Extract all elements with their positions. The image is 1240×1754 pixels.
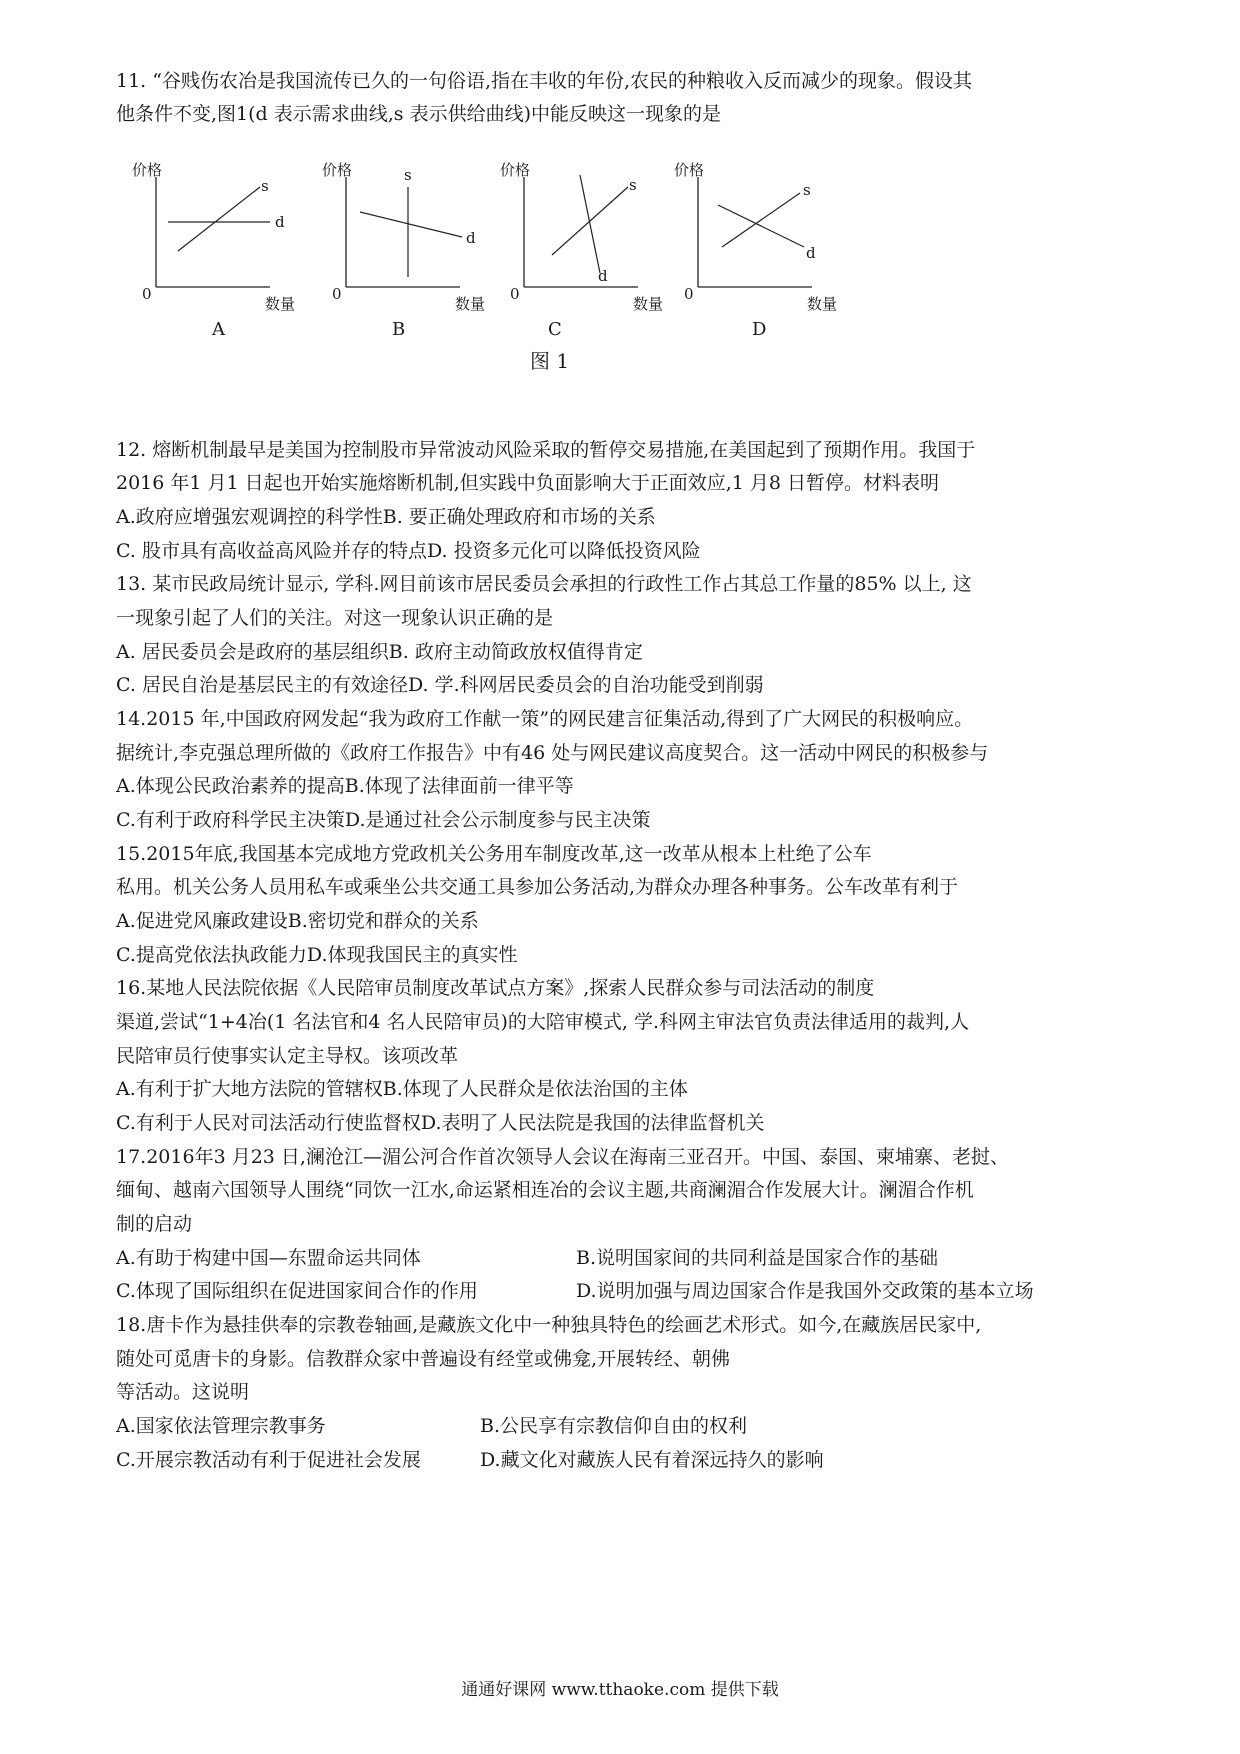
q18-stem-line1: 18.唐卡作为悬挂供奉的宗教卷轴画,是藏族文化中一种独具特色的绘画艺术形式。如今,在藏族居民家中, [116,1314,982,1336]
q17-option-b: B.说明国家间的共同利益是国家合作的基础 [576,1247,939,1269]
q17-options-cd [116,1278,1034,1304]
panel-b-label: B [392,319,406,340]
q16-stem-line1: 16.某地人民法院依据《人民陪审员制度改革试点方案》,探索人民群众参与司法活动的制度 [116,977,875,999]
q15-stem-line2: 私用。机关公务人员用私车或乘坐公共交通工具参加公务活动,为群众办理各种事务。公车改革有利于 [116,876,959,898]
q14-options-cd: C.有利于政府科学民主决策D.是通过社会公示制度参与民主决策 [116,809,651,831]
q17-stem-line3: 制的启动 [116,1213,193,1235]
panel-a-origin: 0 [142,285,152,303]
q13-stem-line1: 13. 某市民政局统计显示, 学科.网目前该市居民委员会承担的行政性工作占其总工作量的85% 以上, 这 [116,573,972,595]
q17-option-a: A.有助于构建中国—东盟命运共同体 [116,1247,421,1269]
q14-options-ab: A.体现公民政治素养的提高B.体现了法律面前一律平等 [116,775,574,797]
panel-c [500,161,663,340]
q16-options-cd: C.有利于人民对司法活动行使监督权D.表明了人民法院是我国的法律监督机关 [116,1112,765,1134]
panel-b-s-label: s [404,166,412,184]
panel-b [322,161,485,340]
q17-option-c: C.体现了国际组织在促进国家间合作的作用 [116,1280,478,1302]
panel-a-label: A [212,319,225,340]
q17-options-ab [116,1245,939,1271]
panel-b-d-label: d [466,229,476,247]
panel-b-ylabel: 价格 [322,161,353,179]
q13-stem-line2: 一现象引起了人们的关注。对这一现象认识正确的是 [116,607,554,629]
panel-d-s-label: s [803,181,811,199]
panel-c-label: C [548,319,562,340]
figure-caption: 图 1 [530,349,570,373]
q13-options-ab: A. 居民委员会是政府的基层组织B. 政府主动简政放权值得肯定 [116,641,643,663]
panel-d-xlabel: 数量 [807,295,838,313]
panel-a [132,161,295,340]
panel-b-xlabel: 数量 [455,295,486,313]
q18-stem-line2: 随处可觅唐卡的身影。信教群众家中普遍设有经堂或佛龛,开展转经、朝佛 [116,1348,731,1370]
q16-options-ab: A.有利于扩大地方法院的管辖权B.体现了人民群众是依法治国的主体 [116,1078,688,1100]
panel-d [674,161,837,340]
panel-c-s-label: s [629,176,637,194]
panel-c-d-label: d [598,267,608,285]
q13-options-cd: C. 居民自治是基层民主的有效途径D. 学.科网居民委员会的自治功能受到削弱 [116,674,764,696]
q15-options-ab: A.促进党风廉政建设B.密切党和群众的关系 [116,910,479,932]
q12-options-ab: A.政府应增强宏观调控的科学性B. 要正确处理政府和市场的关系 [116,506,656,528]
figure-1-supply-demand-graphs [132,161,970,420]
q17-stem-line1: 17.2016年3 月23 日,澜沧江—湄公河合作首次领导人会议在海南三亚召开。中国、泰国、柬埔寨、老挝、 [116,1146,1009,1168]
q18-stem-line3: 等活动。这说明 [116,1381,250,1403]
q16-stem-line2: 渠道,尝试“1+4冶(1 名法官和4 名人民陪审员)的大陪审模式, 学.科网主审法官负责法律适用的裁判,人 [116,1011,970,1033]
q18-option-b: B.公民享有宗教信仰自由的权利 [480,1415,748,1437]
panel-b-demand-curve [360,212,462,237]
q17-stem-line2: 缅甸、越南六国领导人围绕“同饮一江水,命运紧相连冶的会议主题,共商澜湄合作发展大计。澜湄合作机 [116,1179,974,1201]
q18-options-cd [116,1447,824,1473]
page-footer: 通通好课网 www.tthaoke.com 提供下载 [461,1680,779,1700]
q16-stem-line3: 民陪审员行使事实认定主导权。该项改革 [116,1045,459,1067]
q14-stem-line1: 14.2015 年,中国政府网发起“我为政府工作献一策”的网民建言征集活动,得到了广大网民的积极响应。 [116,708,974,730]
panel-d-d-label: d [806,244,816,262]
panel-d-label: D [752,319,767,340]
q18-option-a: A.国家依法管理宗教事务 [116,1415,326,1437]
q18-option-c: C.开展宗教活动有利于促进社会发展 [116,1449,421,1471]
q11-stem-line1: 11. “谷贱伤农冶是我国流传已久的一句俗语,指在丰收的年份,农民的种粮收入反而减少的现象。假设其 [116,70,973,92]
q14-stem-line2: 据统计,李克强总理所做的《政府工作报告》中有46 处与网民建议高度契合。这一活动中网民的积极参与 [116,742,989,764]
panel-a-d-label: d [275,213,285,231]
panel-c-demand-curve [580,175,600,273]
panel-a-s-label: s [261,177,269,195]
panel-a-ylabel: 价格 [132,161,163,179]
q18-options-ab [116,1413,748,1439]
panel-c-xlabel: 数量 [633,295,664,313]
panel-c-origin: 0 [510,285,520,303]
panel-d-origin: 0 [684,285,694,303]
q12-stem-line1: 12. 熔断机制最早是美国为控制股市异常波动风险采取的暂停交易措施,在美国起到了预期作用。我国于 [116,439,976,461]
q12-stem-line2: 2016 年1 月1 日起也开始实施熔断机制,但实践中负面影响大于正面效应,1 月8 日暂停。材料表明 [116,472,939,494]
q17-option-d: D.说明加强与周边国家合作是我国外交政策的基本立场 [576,1280,1034,1302]
q15-options-cd: C.提高党依法执政能力D.体现我国民主的真实性 [116,944,518,966]
q15-stem-line1: 15.2015年底,我国基本完成地方党政机关公务用车制度改革,这一改革从根本上杜绝了公车 [116,843,872,865]
q18-option-d: D.藏文化对藏族人民有着深远持久的影响 [480,1449,824,1471]
panel-b-origin: 0 [332,285,342,303]
q11-stem-line2: 他条件不变,图1(d 表示需求曲线,s 表示供给曲线)中能反映这一现象的是 [116,103,721,125]
panel-a-xlabel: 数量 [265,295,296,313]
q12-options-cd: C. 股市具有高收益高风险并存的特点D. 投资多元化可以降低投资风险 [116,540,701,562]
panel-d-ylabel: 价格 [674,161,705,179]
panel-a-supply-curve [178,187,260,251]
panel-c-ylabel: 价格 [500,161,531,179]
